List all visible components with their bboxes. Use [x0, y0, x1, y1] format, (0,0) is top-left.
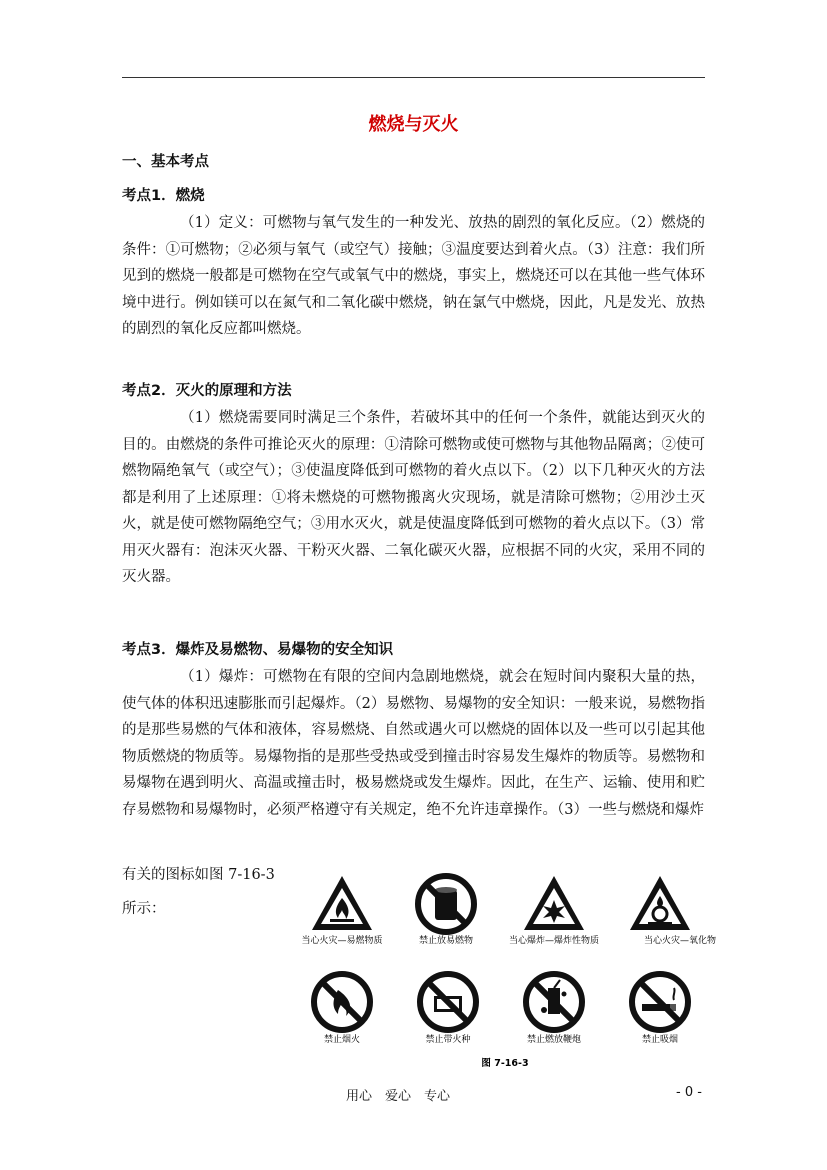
sign-label: 禁止放易燃物: [418, 936, 474, 946]
sign-label: 禁止烟火: [323, 1035, 361, 1045]
point1-paragraph: [122, 210, 705, 343]
sign-label: 当心火灾—易燃物质: [301, 936, 383, 946]
sign-label: 禁止燃放鞭炮: [526, 1035, 582, 1045]
no-smoking-icon: [632, 974, 688, 1030]
point2-text: （1）燃烧需要同时满足三个条件，若破坏其中的任何一个条件，就能达到灭火的目的。由燃烧的条件可推论灭火的原理：①清除可燃物或使可燃物与其他物品隔离；②使可燃物隔绝氧气（或空气）；③使温度降低到可燃物的着火点以下。（2）以下几种灭火的方法都是利用了上述原理：①将未燃烧的可燃物搬离火灾现场，就是清除可燃物；②用沙土灭火，就是使可燃物隔绝空气；③用水灭火，就是使温度降低到可燃物的着火点以下。（3）常用灭火器有：泡沫灭火器、干粉灭火器、二氧化碳灭火器，应根据不同的火灾，采用不同的灭火器。: [122, 410, 705, 585]
sign-label: 禁止带火种: [425, 1035, 471, 1045]
sign-label: 当心爆炸—爆炸性物质: [508, 936, 600, 946]
page-title: 燃烧与灭火: [368, 114, 459, 135]
point1-text: （1）定义：可燃物与氧气发生的一种发光、放热的剧烈的氧化反应。（2）燃烧的条件：①可燃物；②必须与氧气（或空气）接触；③温度要达到着火点。（3）注意：我们所见到的燃烧一般都是可燃物在空气或氧气中的燃烧，事实上，燃烧还可以在其他一些气体环境中进行。例如镁可以在氮气和二氧化碳中燃烧，钠在氯气中燃烧，因此，凡是发光、放热的剧烈的氧化反应都叫燃烧。: [122, 215, 705, 337]
oxidizer-warning-icon: [630, 876, 690, 930]
point3-tail-line2: 所示：: [122, 901, 166, 917]
point3-tail-line1: 有关的图标如图 7-16-3: [122, 867, 275, 883]
sign-label: 当心火灾—氧化物: [643, 936, 717, 946]
flammable-warning-icon: [312, 876, 372, 930]
no-firecrackers-icon: [526, 974, 582, 1030]
point1-heading: 考点1．燃烧: [122, 188, 205, 204]
sign-label: 禁止吸烟: [641, 1035, 679, 1045]
point3-paragraph: [122, 664, 705, 823]
no-matches-icon: [420, 974, 476, 1030]
point2-paragraph: [122, 405, 705, 591]
figure-caption: 图 7-16-3: [481, 1058, 529, 1069]
point3-text: （1）爆炸：可燃物在有限的空间内急剧地燃烧，就会在短时间内聚积大量的热，使气体的体积迅速膨胀而引起爆炸。（2）易燃物、易爆物的安全知识：一般来说，易燃物指的是那些易燃的气体和液体，容易燃烧、自然或遇火可以燃烧的固体以及一些可以引起其他物质燃烧的物质等。易爆物指的是那些受热或受到撞击时容易发生爆炸的物质等。易燃物和易爆物在遇到明火、高温或撞击时，极易燃烧或发生爆炸。因此，在生产、运输、使用和贮存易燃物和易爆物时，必须严格遵守有关规定，绝不允许违章操作。（3）一些与燃烧和爆炸: [122, 669, 705, 818]
section-heading: 一、基本考点: [122, 154, 209, 170]
page-number: - 0 -: [676, 1085, 702, 1100]
explosive-warning-icon: [524, 876, 584, 930]
footer-motto: 用心 爱心 专心: [346, 1089, 451, 1104]
safety-signs-figure: [296, 866, 726, 1076]
point3-heading: 考点3．爆炸及易燃物、易爆物的安全知识: [122, 642, 394, 658]
header-rule: [122, 77, 705, 78]
no-flammables-icon: [418, 876, 474, 932]
point2-heading: 考点2．灭火的原理和方法: [122, 383, 292, 399]
no-fire-icon: [314, 974, 370, 1030]
